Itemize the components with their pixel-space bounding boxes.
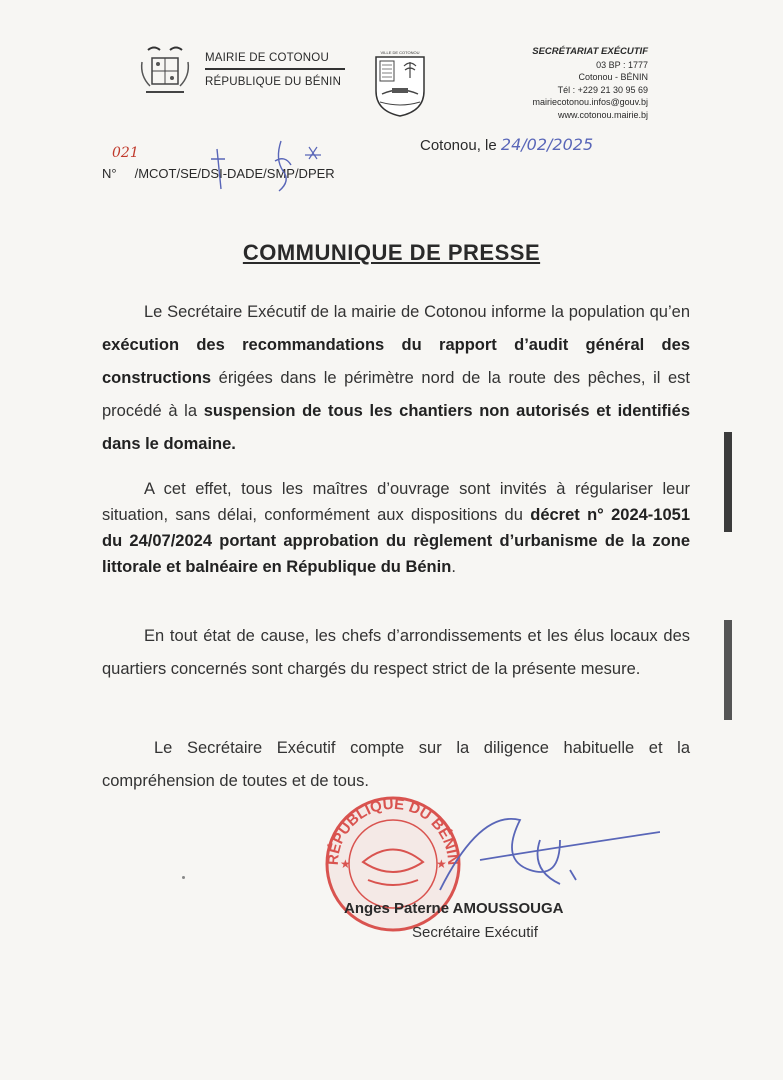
scan-dust	[182, 876, 185, 879]
signer-name: Anges Paterne AMOUSSOUGA	[344, 900, 564, 917]
secretariat-email: mairiecotonou.infos@gouv.bj	[532, 97, 648, 107]
p1-bold-1: exécution des recommandations du rapport d’audit général des constructions	[102, 336, 690, 387]
secretariat-web: www.cotonou.mairie.bj	[557, 109, 648, 120]
page-title-wrapper	[0, 240, 783, 266]
header-republique: RÉPUBLIQUE DU BÉNIN	[205, 76, 342, 88]
reference-code: /MCOT/SE/DSI-DADE/SMP/DPER	[134, 166, 335, 181]
initials-scribble-icon	[205, 135, 325, 195]
coat-of-arms-icon	[138, 44, 192, 100]
p2-text-1: A cet effet, tous les maîtres d’ouvrage sont invités à régulariser leur situation, sans délai, conformément aux dispositions du	[102, 480, 690, 524]
secretariat-tel: Tél : +229 21 30 95 69	[557, 84, 648, 95]
paragraph-2	[102, 476, 690, 580]
scan-edge-mark	[724, 432, 732, 532]
crest-caption: VILLE DE COTONOU	[380, 50, 420, 55]
page-title: COMMUNIQUE DE PRESSE	[242, 240, 541, 265]
header-mairie-name: MAIRIE DE COTONOU	[205, 52, 329, 64]
scan-edge-mark	[724, 620, 732, 720]
reference-label: N°	[102, 166, 117, 181]
p1-text-2: érigées dans le périmètre nord de la route des pêches, il est procédé à la	[102, 369, 690, 420]
date-prefix: Cotonou, le	[420, 137, 497, 154]
date-handwritten: 24/02/2025	[500, 135, 594, 154]
signer-role: Secrétaire Exécutif	[412, 924, 538, 941]
paragraph-3	[102, 620, 690, 686]
stamp-text: RÉPUBLIQUE DU BÉNIN	[324, 795, 462, 866]
city-crest-icon	[372, 48, 428, 118]
secretariat-title: SECRÉTARIAT EXÉCUTIF	[532, 46, 648, 57]
document-date	[420, 135, 593, 154]
p3-text: En tout état de cause, les chefs d’arrondissements et les élus locaux des quartiers concernés sont chargés du respect strict de la présente mesure.	[102, 627, 690, 678]
reference-number-handwritten: 021	[112, 145, 139, 161]
secretariat-bp: 03 BP : 1777	[596, 59, 648, 70]
paragraph-4	[102, 732, 690, 798]
p1-text-1: Le Secrétaire Exécutif de la mairie de Cotonou informe la population qu’en	[144, 303, 690, 321]
header-divider	[205, 68, 345, 70]
secretariat-contact-block	[532, 46, 648, 121]
p2-text-2: .	[451, 558, 456, 576]
p2-bold-1: décret n° 2024-1051 du 24/07/2024 portant approbation du règlement d’urbanisme de la zone littorale et balnéaire en République du Bénin	[102, 506, 691, 576]
p1-bold-2: suspension de tous les chantiers non autorisés et identifiés dans le domaine.	[102, 402, 690, 453]
paragraph-1	[102, 296, 690, 461]
secretariat-city: Cotonou - BÉNIN	[578, 72, 648, 82]
svg-text:★: ★	[340, 857, 351, 871]
svg-text:★: ★	[436, 857, 447, 871]
p4-text: Le Secrétaire Exécutif compte sur la diligence habituelle et la compréhension de toutes et de tous.	[102, 739, 690, 790]
